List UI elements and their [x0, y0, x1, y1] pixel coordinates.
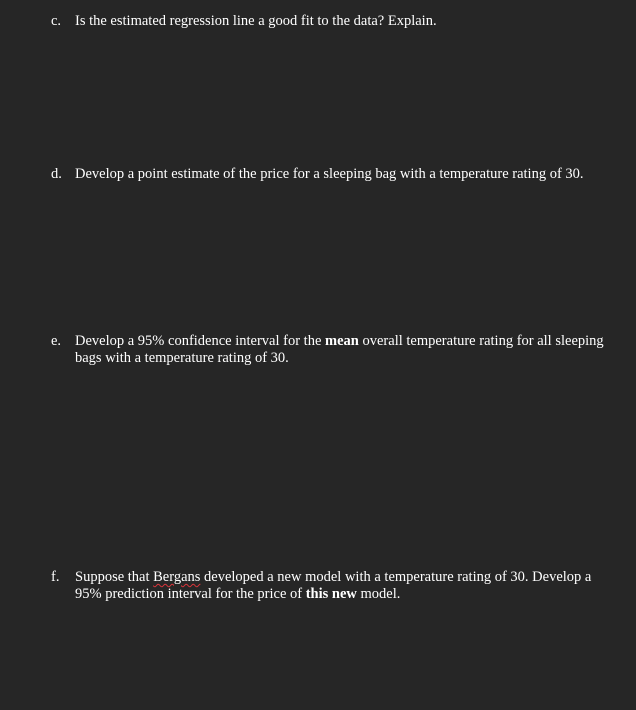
spellcheck-underlined-word[interactable]: Bergans [153, 569, 201, 585]
question-e [51, 333, 611, 367]
question-e-text-before: Develop a 95% confidence interval for the [75, 333, 326, 349]
question-c-text: Is the estimated regression line a good fit to the data? Explain. [75, 13, 437, 29]
question-f-label: f. [51, 569, 60, 585]
question-f-text-before: Suppose that [75, 569, 154, 585]
question-c-label: c. [51, 13, 62, 29]
question-d-label: d. [51, 166, 62, 182]
question-f-text-after: model. [356, 586, 401, 602]
question-f-bold-this-new: this new [305, 586, 357, 602]
question-d [51, 166, 611, 183]
question-d-text: Develop a point estimate of the price for a sleeping bag with a temperature rating of 30. [75, 166, 584, 182]
question-f-text-middle: developed a new model with a temperature rating of 30. Develop a 95% prediction interval for the price of [75, 569, 592, 602]
question-f-text [75, 569, 611, 603]
question-e-bold-mean: mean [325, 333, 359, 349]
question-c [51, 13, 611, 30]
question-e-text-after: overall temperature rating for all sleeping bags with a temperature rating of 30. [75, 333, 604, 366]
question-f [51, 569, 611, 603]
question-e-text [75, 333, 611, 367]
question-e-label: e. [51, 333, 62, 349]
